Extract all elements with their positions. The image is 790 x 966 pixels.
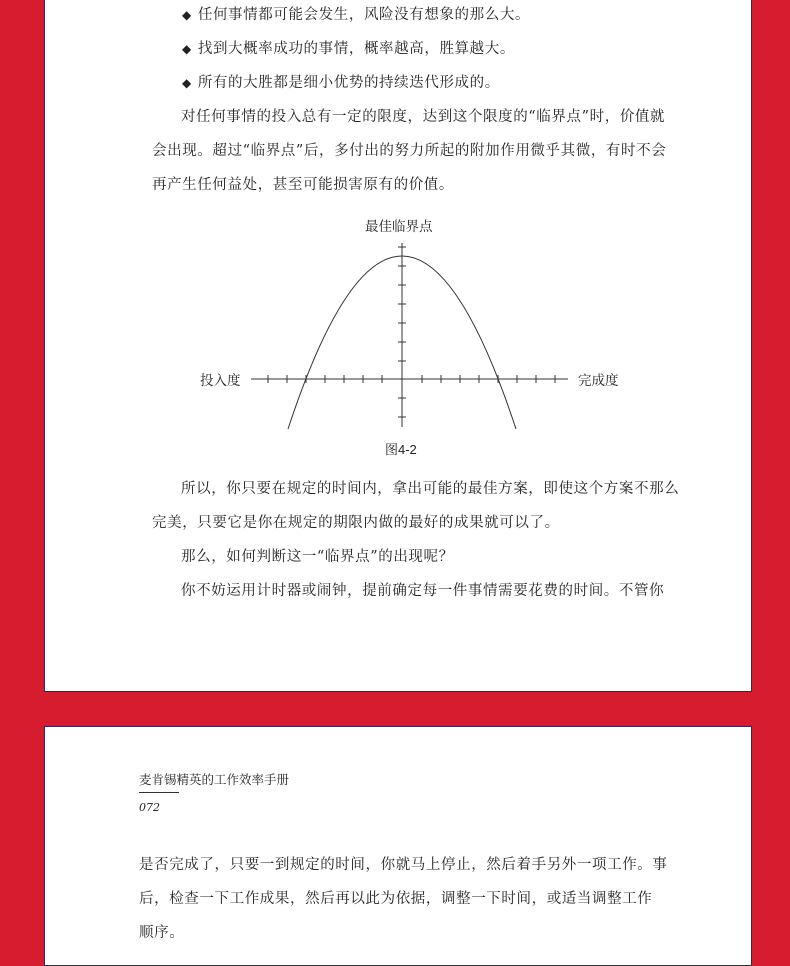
paragraph-line: 所以，你只要在规定的时间内，拿出可能的最佳方案，即使这个方案不那么 xyxy=(181,481,680,497)
figure-top-label: 最佳临界点 xyxy=(365,219,433,235)
figure-left-label: 投入度 xyxy=(200,373,241,389)
bullet-item: ◆ 所有的大胜都是细小优势的持续迭代形成的。 xyxy=(182,75,500,91)
book-page-upper xyxy=(44,0,752,692)
diamond-bullet-icon: ◆ xyxy=(182,76,192,90)
figure-right-label: 完成度 xyxy=(578,373,619,389)
paragraph-line: 顺序。 xyxy=(139,925,185,941)
paragraph-line: 你不妨运用计时器或闹钟，提前确定每一件事情需要花费的时间。不管你 xyxy=(181,583,665,599)
diamond-bullet-icon: ◆ xyxy=(182,8,192,22)
book-page-lower xyxy=(44,726,752,966)
page-number: 072 xyxy=(139,801,160,814)
paragraph-line: 完美，只要它是你在规定的期限内做的最好的成果就可以了。 xyxy=(152,515,560,531)
paragraph-line: 是否完成了，只要一到规定的时间，你就马上停止，然后着手另外一项工作。事 xyxy=(139,857,668,873)
paragraph-line: 会出现。超过“临界点”后，多付出的努力所起的附加作用微乎其微，有时不会 xyxy=(152,143,667,159)
paragraph-line: 那么，如何判断这一“临界点”的出现呢？ xyxy=(181,549,454,565)
running-header-title: 麦肯锡精英的工作效率手册 xyxy=(139,772,290,787)
figure-caption: 图4-2 xyxy=(385,442,417,457)
paragraph-line: 再产生任何益处，甚至可能损害原有的价值。 xyxy=(152,177,454,193)
diamond-bullet-icon: ◆ xyxy=(182,42,192,56)
bullet-item: ◆ 任何事情都可能会发生，风险没有想象的那么大。 xyxy=(182,7,531,23)
bullet-item: ◆ 找到大概率成功的事情，概率越高，胜算越大。 xyxy=(182,41,515,57)
paragraph-line: 后，检查一下工作成果，然后再以此为依据，调整一下时间，或适当调整工作 xyxy=(139,891,653,907)
header-rule xyxy=(139,792,179,793)
paragraph-line: 对任何事情的投入总有一定的限度，达到这个限度的“临界点”时，价值就 xyxy=(181,109,666,125)
